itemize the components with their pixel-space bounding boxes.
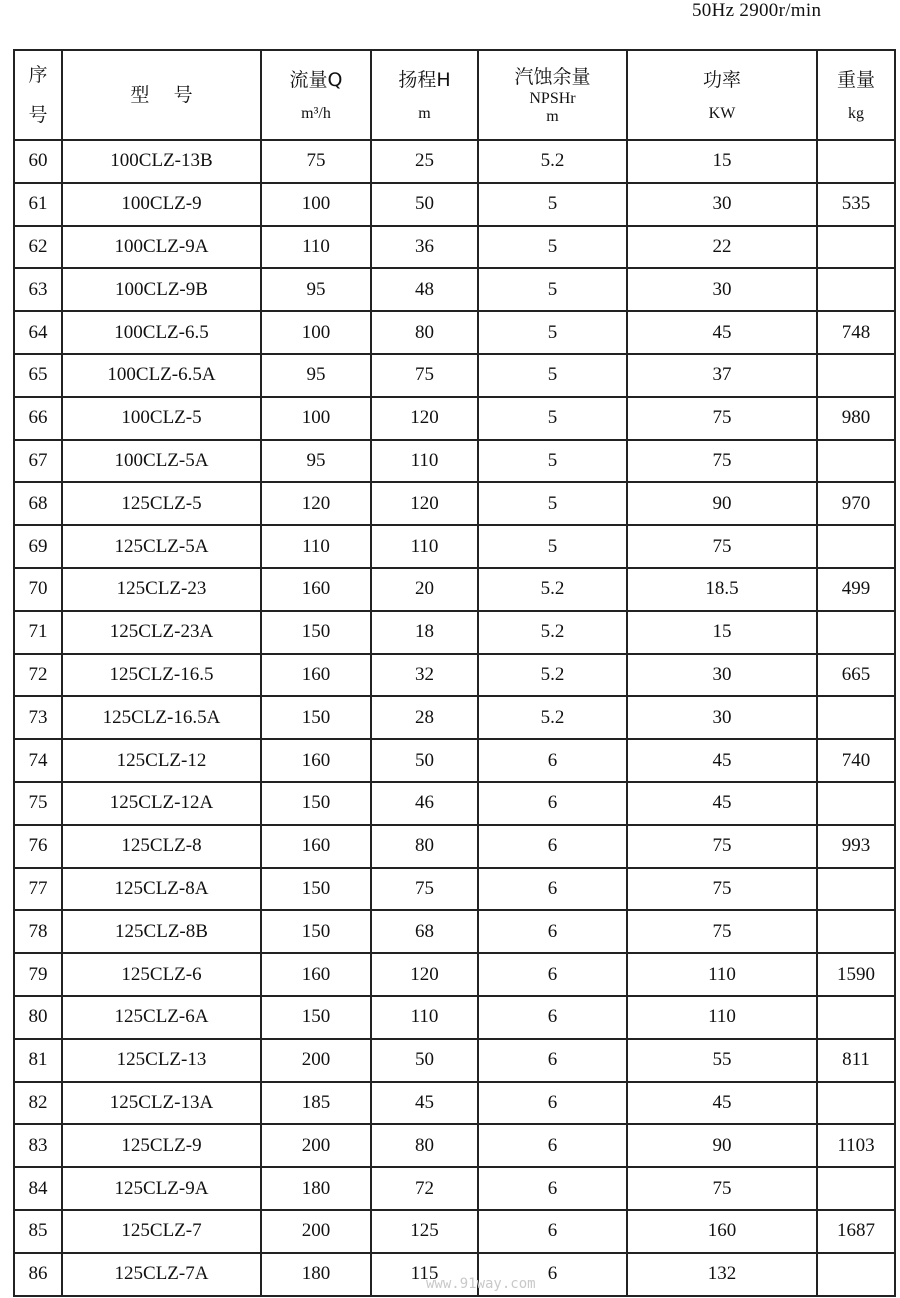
cell-head: 80 <box>371 311 478 354</box>
cell-no: 77 <box>14 868 62 911</box>
header-head-unit: m <box>418 105 431 122</box>
cell-model: 125CLZ-7A <box>62 1253 261 1296</box>
cell-power: 30 <box>627 696 817 739</box>
cell-head: 28 <box>371 696 478 739</box>
cell-weight <box>817 782 895 825</box>
cell-flow: 150 <box>261 611 371 654</box>
cell-flow: 75 <box>261 140 371 183</box>
table-row <box>14 654 895 697</box>
cell-no: 71 <box>14 611 62 654</box>
cell-no: 76 <box>14 825 62 868</box>
cell-no: 65 <box>14 354 62 397</box>
header-weight-label: 重量 <box>836 69 875 91</box>
cell-head: 72 <box>371 1167 478 1210</box>
cell-no: 62 <box>14 226 62 269</box>
table-row <box>14 611 895 654</box>
cell-model: 125CLZ-8B <box>62 910 261 953</box>
cell-power: 160 <box>627 1210 817 1253</box>
header-weight <box>817 50 895 140</box>
cell-model: 100CLZ-9 <box>62 183 261 226</box>
cell-head: 75 <box>371 354 478 397</box>
cell-npsh: 5.2 <box>478 568 627 611</box>
table-row <box>14 953 895 996</box>
cell-flow: 160 <box>261 654 371 697</box>
cell-model: 125CLZ-6 <box>62 953 261 996</box>
table-row <box>14 140 895 183</box>
cell-power: 75 <box>627 1167 817 1210</box>
header-power-label: 功率 <box>702 69 741 91</box>
cell-head: 25 <box>371 140 478 183</box>
cell-npsh: 5.2 <box>478 696 627 739</box>
cell-npsh: 5 <box>478 354 627 397</box>
cell-power: 75 <box>627 525 817 568</box>
header-npsh-unit: m <box>546 108 559 125</box>
cell-npsh: 6 <box>478 996 627 1039</box>
cell-flow: 200 <box>261 1210 371 1253</box>
cell-model: 125CLZ-12 <box>62 739 261 782</box>
cell-power: 30 <box>627 654 817 697</box>
cell-weight <box>817 996 895 1039</box>
cell-npsh: 5.2 <box>478 654 627 697</box>
cell-weight <box>817 440 895 483</box>
header-flow <box>261 50 371 140</box>
cell-flow: 160 <box>261 825 371 868</box>
table-row <box>14 825 895 868</box>
cell-flow: 150 <box>261 996 371 1039</box>
table-row <box>14 910 895 953</box>
cell-no: 64 <box>14 311 62 354</box>
table-row <box>14 1210 895 1253</box>
table-row <box>14 696 895 739</box>
cell-npsh: 6 <box>478 825 627 868</box>
cell-flow: 100 <box>261 397 371 440</box>
cell-head: 110 <box>371 440 478 483</box>
table-row <box>14 868 895 911</box>
cell-flow: 150 <box>261 910 371 953</box>
cell-no: 81 <box>14 1039 62 1082</box>
cell-power: 55 <box>627 1039 817 1082</box>
cell-head: 110 <box>371 525 478 568</box>
cell-model: 125CLZ-8A <box>62 868 261 911</box>
cell-npsh: 6 <box>478 1082 627 1125</box>
table-row <box>14 482 895 525</box>
cell-model: 100CLZ-13B <box>62 140 261 183</box>
cell-no: 85 <box>14 1210 62 1253</box>
cell-no: 70 <box>14 568 62 611</box>
cell-weight: 811 <box>817 1039 895 1082</box>
cell-npsh: 5.2 <box>478 140 627 183</box>
cell-weight: 980 <box>817 397 895 440</box>
cell-weight: 740 <box>817 739 895 782</box>
cell-head: 120 <box>371 397 478 440</box>
cell-weight <box>817 226 895 269</box>
table-row <box>14 1039 895 1082</box>
header-seq-bottom: 号 <box>28 104 48 126</box>
cell-model: 100CLZ-9B <box>62 268 261 311</box>
cell-no: 75 <box>14 782 62 825</box>
header-head <box>371 50 478 140</box>
cell-model: 125CLZ-16.5A <box>62 696 261 739</box>
cell-power: 37 <box>627 354 817 397</box>
cell-npsh: 6 <box>478 1253 627 1296</box>
table-row <box>14 782 895 825</box>
cell-no: 83 <box>14 1124 62 1167</box>
header-flow-label: 流量Q <box>289 69 343 91</box>
table-row <box>14 440 895 483</box>
cell-power: 90 <box>627 1124 817 1167</box>
cell-model: 125CLZ-13 <box>62 1039 261 1082</box>
cell-model: 125CLZ-23 <box>62 568 261 611</box>
cell-no: 60 <box>14 140 62 183</box>
cell-flow: 100 <box>261 183 371 226</box>
table-row <box>14 1082 895 1125</box>
table-row <box>14 996 895 1039</box>
cell-no: 80 <box>14 996 62 1039</box>
cell-power: 15 <box>627 611 817 654</box>
watermark: www.91way.com <box>426 1276 536 1292</box>
cell-flow: 160 <box>261 568 371 611</box>
cell-power: 45 <box>627 311 817 354</box>
cell-head: 75 <box>371 868 478 911</box>
cell-flow: 95 <box>261 268 371 311</box>
header-weight-unit: kg <box>848 105 864 122</box>
cell-npsh: 5 <box>478 397 627 440</box>
cell-no: 73 <box>14 696 62 739</box>
cell-no: 86 <box>14 1253 62 1296</box>
cell-power: 45 <box>627 782 817 825</box>
cell-no: 68 <box>14 482 62 525</box>
cell-head: 80 <box>371 1124 478 1167</box>
cell-flow: 95 <box>261 354 371 397</box>
table-row <box>14 183 895 226</box>
cell-power: 75 <box>627 910 817 953</box>
table-row <box>14 1167 895 1210</box>
cell-npsh: 5.2 <box>478 611 627 654</box>
cell-weight <box>817 525 895 568</box>
header-flow-unit: m³/h <box>301 105 331 122</box>
cell-npsh: 5 <box>478 440 627 483</box>
table-row <box>14 354 895 397</box>
cell-head: 50 <box>371 1039 478 1082</box>
cell-weight <box>817 611 895 654</box>
cell-head: 120 <box>371 953 478 996</box>
header-model-label: 型 号 <box>130 84 193 106</box>
cell-npsh: 6 <box>478 739 627 782</box>
cell-head: 80 <box>371 825 478 868</box>
cell-flow: 200 <box>261 1039 371 1082</box>
cell-flow: 160 <box>261 953 371 996</box>
cell-flow: 185 <box>261 1082 371 1125</box>
pump-spec-table <box>13 49 896 1297</box>
table-row <box>14 568 895 611</box>
table-row <box>14 226 895 269</box>
cell-power: 75 <box>627 397 817 440</box>
cell-flow: 180 <box>261 1253 371 1296</box>
cell-head: 32 <box>371 654 478 697</box>
cell-head: 120 <box>371 482 478 525</box>
cell-no: 82 <box>14 1082 62 1125</box>
header-npsh-label: 汽蚀余量 <box>514 66 591 88</box>
frequency-speed-note: 50Hz 2900r/min <box>692 0 822 21</box>
header-head-label: 扬程H <box>398 69 451 91</box>
cell-head: 50 <box>371 183 478 226</box>
cell-power: 30 <box>627 268 817 311</box>
cell-model: 125CLZ-12A <box>62 782 261 825</box>
cell-no: 69 <box>14 525 62 568</box>
cell-npsh: 5 <box>478 482 627 525</box>
header-model <box>62 50 261 140</box>
cell-power: 132 <box>627 1253 817 1296</box>
cell-flow: 150 <box>261 868 371 911</box>
cell-head: 115 <box>371 1253 478 1296</box>
cell-power: 110 <box>627 953 817 996</box>
cell-power: 22 <box>627 226 817 269</box>
cell-weight <box>817 1167 895 1210</box>
cell-model: 100CLZ-6.5A <box>62 354 261 397</box>
cell-npsh: 6 <box>478 782 627 825</box>
cell-model: 125CLZ-5 <box>62 482 261 525</box>
header-npsh <box>478 50 627 140</box>
cell-npsh: 5 <box>478 525 627 568</box>
cell-model: 100CLZ-5A <box>62 440 261 483</box>
cell-flow: 100 <box>261 311 371 354</box>
cell-npsh: 6 <box>478 953 627 996</box>
cell-weight: 1590 <box>817 953 895 996</box>
cell-power: 45 <box>627 1082 817 1125</box>
cell-model: 125CLZ-5A <box>62 525 261 568</box>
header-seq <box>14 50 62 140</box>
cell-power: 18.5 <box>627 568 817 611</box>
cell-weight <box>817 1253 895 1296</box>
cell-flow: 110 <box>261 226 371 269</box>
cell-model: 125CLZ-7 <box>62 1210 261 1253</box>
cell-npsh: 6 <box>478 1039 627 1082</box>
cell-model: 125CLZ-8 <box>62 825 261 868</box>
cell-flow: 180 <box>261 1167 371 1210</box>
cell-head: 50 <box>371 739 478 782</box>
cell-no: 63 <box>14 268 62 311</box>
cell-weight <box>817 868 895 911</box>
cell-model: 125CLZ-9A <box>62 1167 261 1210</box>
cell-weight: 748 <box>817 311 895 354</box>
table-row <box>14 739 895 782</box>
header-power-unit: KW <box>708 105 736 122</box>
cell-weight <box>817 268 895 311</box>
cell-npsh: 6 <box>478 1210 627 1253</box>
cell-no: 72 <box>14 654 62 697</box>
cell-model: 125CLZ-23A <box>62 611 261 654</box>
cell-power: 75 <box>627 825 817 868</box>
cell-power: 15 <box>627 140 817 183</box>
table-row <box>14 1124 895 1167</box>
cell-flow: 120 <box>261 482 371 525</box>
cell-head: 18 <box>371 611 478 654</box>
cell-model: 125CLZ-13A <box>62 1082 261 1125</box>
cell-weight: 1103 <box>817 1124 895 1167</box>
cell-flow: 200 <box>261 1124 371 1167</box>
cell-head: 48 <box>371 268 478 311</box>
cell-flow: 95 <box>261 440 371 483</box>
cell-no: 67 <box>14 440 62 483</box>
cell-npsh: 5 <box>478 268 627 311</box>
cell-weight: 1687 <box>817 1210 895 1253</box>
cell-weight: 535 <box>817 183 895 226</box>
cell-no: 66 <box>14 397 62 440</box>
cell-model: 125CLZ-9 <box>62 1124 261 1167</box>
header-power <box>627 50 817 140</box>
cell-flow: 150 <box>261 696 371 739</box>
cell-model: 125CLZ-6A <box>62 996 261 1039</box>
cell-head: 20 <box>371 568 478 611</box>
cell-no: 84 <box>14 1167 62 1210</box>
cell-power: 75 <box>627 440 817 483</box>
cell-model: 100CLZ-5 <box>62 397 261 440</box>
cell-weight <box>817 910 895 953</box>
cell-power: 30 <box>627 183 817 226</box>
header-npsh-sub: NPSHr <box>529 90 576 107</box>
cell-no: 78 <box>14 910 62 953</box>
cell-weight <box>817 696 895 739</box>
cell-head: 45 <box>371 1082 478 1125</box>
cell-model: 100CLZ-9A <box>62 226 261 269</box>
cell-npsh: 5 <box>478 226 627 269</box>
cell-weight <box>817 140 895 183</box>
table-row <box>14 525 895 568</box>
cell-npsh: 5 <box>478 311 627 354</box>
cell-weight: 499 <box>817 568 895 611</box>
cell-npsh: 6 <box>478 1124 627 1167</box>
cell-npsh: 5 <box>478 183 627 226</box>
cell-no: 61 <box>14 183 62 226</box>
table-row <box>14 268 895 311</box>
cell-model: 125CLZ-16.5 <box>62 654 261 697</box>
cell-flow: 160 <box>261 739 371 782</box>
cell-no: 79 <box>14 953 62 996</box>
cell-power: 110 <box>627 996 817 1039</box>
cell-head: 46 <box>371 782 478 825</box>
header-seq-top: 序 <box>28 64 48 86</box>
cell-weight: 970 <box>817 482 895 525</box>
cell-weight <box>817 354 895 397</box>
cell-power: 90 <box>627 482 817 525</box>
table-row <box>14 311 895 354</box>
cell-npsh: 6 <box>478 868 627 911</box>
header-row <box>14 50 895 140</box>
cell-weight: 993 <box>817 825 895 868</box>
cell-head: 110 <box>371 996 478 1039</box>
cell-weight: 665 <box>817 654 895 697</box>
cell-power: 45 <box>627 739 817 782</box>
cell-head: 36 <box>371 226 478 269</box>
cell-model: 100CLZ-6.5 <box>62 311 261 354</box>
table-row <box>14 397 895 440</box>
cell-head: 125 <box>371 1210 478 1253</box>
cell-npsh: 6 <box>478 910 627 953</box>
cell-no: 74 <box>14 739 62 782</box>
cell-npsh: 6 <box>478 1167 627 1210</box>
cell-flow: 110 <box>261 525 371 568</box>
cell-flow: 150 <box>261 782 371 825</box>
cell-power: 75 <box>627 868 817 911</box>
cell-head: 68 <box>371 910 478 953</box>
cell-weight <box>817 1082 895 1125</box>
